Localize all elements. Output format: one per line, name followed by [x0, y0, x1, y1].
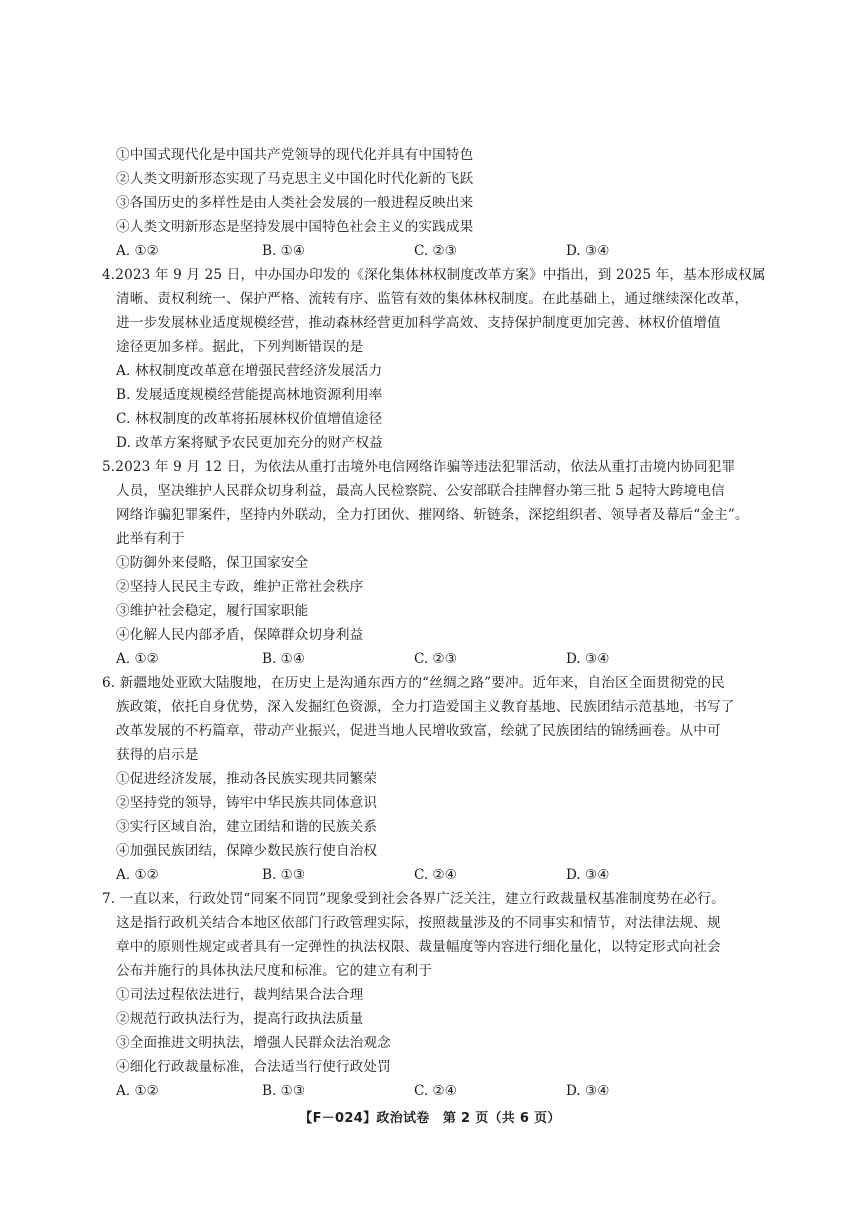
option-d: D. ③④ — [566, 867, 610, 883]
question-stem-line: 章中的原则性规定或者具有一定弹性的执法权限、裁量幅度等内容进行细化量化，以特定形式向社会 — [116, 939, 721, 955]
answer-options — [116, 650, 736, 668]
question-stem-line: 公布并施行的具体执法尺度和标准。它的建立有利于 — [116, 963, 433, 979]
option-a: A. ①② — [116, 243, 159, 259]
option-d: D. ③④ — [566, 651, 610, 667]
statement-3: ③各国历史的多样性是由人类社会发展的一般进程反映出来 — [116, 195, 474, 211]
page-footer: 【F－024】政治试卷 第 2 页（共 6 页） — [299, 1111, 561, 1126]
option-a: A. ①② — [116, 1083, 159, 1099]
answer-options — [116, 1082, 736, 1100]
question-stem-line: 获得的启示是 — [116, 747, 199, 763]
statement-1: ①司法过程依法进行，裁判结果合法合理 — [116, 987, 364, 1003]
question-stem-line: 这是指行政机关结合本地区依部门行政管理实际，按照裁量涉及的不同事实和情节，对法律法规、规 — [116, 915, 721, 931]
statement-1: ①防御外来侵略，保卫国家安全 — [116, 555, 309, 571]
statement-3: ③全面推进文明执法，增强人民群众法治观念 — [116, 1035, 391, 1051]
option-b: B. ①④ — [262, 651, 306, 667]
choice-d: D. 改革方案将赋予农民更加充分的财产权益 — [116, 435, 383, 451]
choice-a: A. 林权制度改革意在增强民营经济发展活力 — [116, 363, 383, 379]
choice-c: C. 林权制度的改革将拓展林权价值增值途径 — [116, 411, 383, 427]
question-stem-line: 7. 一直以来，行政处罚“同案不同罚”现象受到社会各界广泛关注，建立行政裁量权基准制度势在必行。 — [102, 891, 725, 907]
question-stem-line: 5.2023 年 9 月 12 日，为依法从重打击境外电信网络诈骗等违法犯罪活动，依法从重打击境内协同犯罪 — [102, 459, 736, 475]
option-b: B. ①④ — [262, 243, 306, 259]
question-stem-line: 人员，坚决维护人民群众切身利益，最高人民检察院、公安部联合挂牌督办第三批 5 起特大跨境电信 — [116, 483, 725, 499]
statement-1: ①促进经济发展，推动各民族实现共同繁荣 — [116, 771, 378, 787]
statement-1: ①中国式现代化是中国共产党领导的现代化并具有中国特色 — [116, 147, 474, 163]
question-stem-line: 族政策，依托自身优势，深入发掘红色资源，全力打造爱国主义教育基地、民族团结示范基地，书写了 — [116, 699, 735, 715]
statement-2: ②规范行政执法行为，提高行政执法质量 — [116, 1011, 364, 1027]
option-d: D. ③④ — [566, 243, 610, 259]
statement-2: ②坚持党的领导，铸牢中华民族共同体意识 — [116, 795, 378, 811]
answer-options — [116, 866, 736, 884]
question-stem-line: 改革发展的不朽篇章，带动产业振兴，促进当地人民增收致富，绘就了民族团结的锦绣画卷。从中可 — [116, 723, 721, 739]
option-c: C. ②④ — [414, 867, 457, 883]
statement-4: ④细化行政裁量标准，合法适当行使行政处罚 — [116, 1059, 391, 1075]
choice-b: B. 发展适度规模经营能提高林地资源利用率 — [116, 387, 383, 403]
statement-3: ③维护社会稳定，履行国家职能 — [116, 603, 309, 619]
option-d: D. ③④ — [566, 1083, 610, 1099]
question-stem-line: 6. 新疆地处亚欧大陆腹地，在历史上是沟通东西方的“丝绸之路”要冲。近年来，自治区全面贯彻党的民 — [102, 675, 725, 691]
option-b: B. ①③ — [262, 1083, 306, 1099]
statement-4: ④化解人民内部矛盾，保障群众切身利益 — [116, 627, 364, 643]
question-stem-line: 途径更加多样。据此，下列判断错误的是 — [116, 339, 364, 355]
option-c: C. ②③ — [414, 651, 457, 667]
option-c: C. ②④ — [414, 1083, 457, 1099]
statement-2: ②人类文明新形态实现了马克思主义中国化时代化新的飞跃 — [116, 171, 474, 187]
question-stem-line: 网络诈骗犯罪案件，坚持内外联动，全力打团伙、摧网络、斩链条，深挖组织者、领导者及幕后“金主”。 — [116, 507, 749, 523]
option-b: B. ①③ — [262, 867, 306, 883]
statement-4: ④加强民族团结，保障少数民族行使自治权 — [116, 843, 378, 859]
statement-3: ③实行区域自治，建立团结和谐的民族关系 — [116, 819, 378, 835]
statement-2: ②坚持人民民主专政，维护正常社会秩序 — [116, 579, 364, 595]
option-a: A. ①② — [116, 867, 159, 883]
answer-options — [116, 242, 736, 260]
question-stem-line: 4.2023 年 9 月 25 日，中办国办印发的《深化集体林权制度改革方案》中指出，到 2025 年，基本形成权属 — [102, 267, 766, 283]
statement-4: ④人类文明新形态是坚持发展中国特色社会主义的实践成果 — [116, 219, 474, 235]
question-stem-line: 此举有利于 — [116, 531, 185, 547]
option-c: C. ②③ — [414, 243, 457, 259]
option-a: A. ①② — [116, 651, 159, 667]
question-stem-line: 清晰、责权利统一、保护严格、流转有序、监管有效的集体林权制度。在此基础上，通过继续深化改革， — [116, 291, 749, 307]
question-stem-line: 进一步发展林业适度规模经营，推动森林经营更加科学高效、支持保护制度更加完善、林权价值增值 — [116, 315, 721, 331]
